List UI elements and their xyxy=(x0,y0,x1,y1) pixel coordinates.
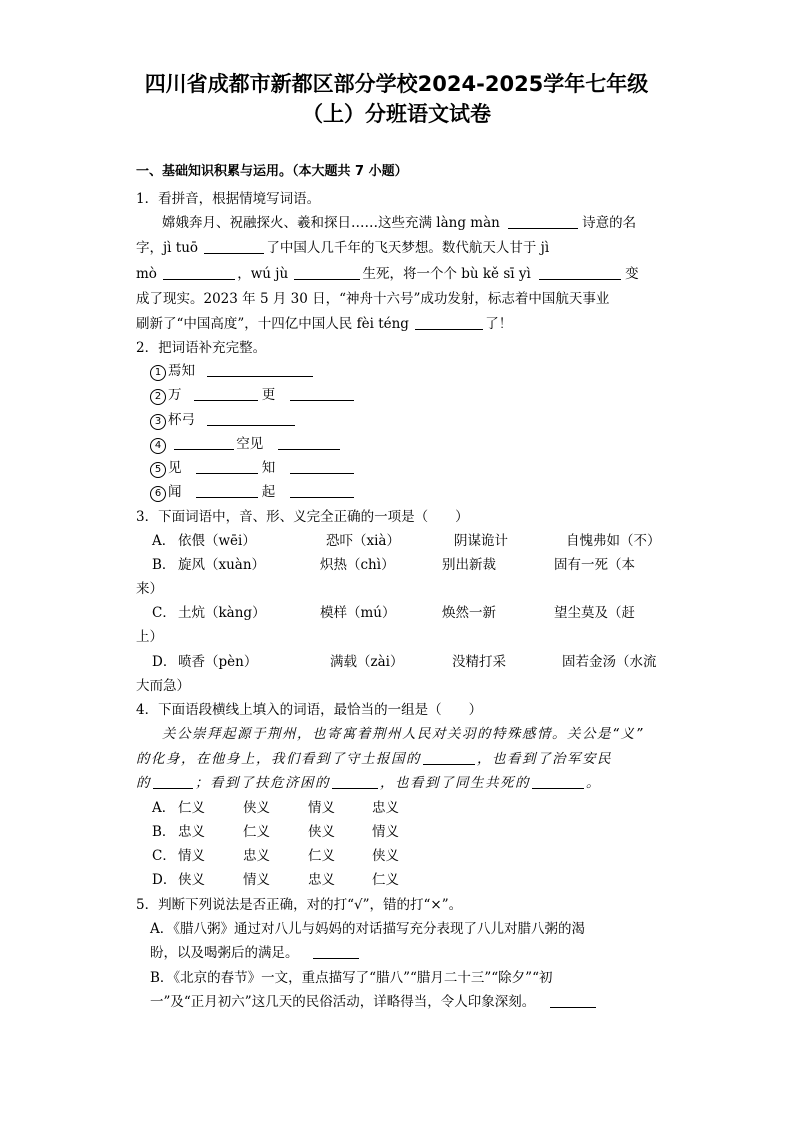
q1-text: ，wú jù xyxy=(237,266,289,282)
answer-blank[interactable] xyxy=(196,483,258,498)
answer-blank[interactable] xyxy=(290,483,354,498)
q3-option-b-word2: 炽热（chì） xyxy=(320,557,395,573)
q5-statement-b-line1: B．《北京的春节》一文，重点描写了“腊八”“腊月二十三”“除夕”“初 xyxy=(150,970,553,986)
q3-option-a-word3: 阴谋诡计 xyxy=(454,533,508,549)
passage-text: ，也看到了同生共死的 xyxy=(380,775,530,791)
q3-option-d-word2: 满载（zài） xyxy=(330,654,404,670)
q4-passage-line3 xyxy=(136,774,601,792)
q4-option-a-w1: 仁义 xyxy=(178,800,205,816)
q3-option-d-word1: 喷香（pèn） xyxy=(178,654,258,670)
q1-text: 生死，将一个个 bù kě sī yì xyxy=(362,266,531,282)
answer-blank[interactable] xyxy=(290,386,354,401)
q3-option-b-word3: 别出新裁 xyxy=(442,557,496,573)
q4-option-c-w3: 仁义 xyxy=(308,848,335,864)
q4-option-c-w4: 侠义 xyxy=(372,848,399,864)
answer-blank[interactable] xyxy=(207,411,295,426)
idiom-part: 见 xyxy=(168,460,182,476)
passage-text: ，也看到了治军安民 xyxy=(477,751,612,767)
passage-text: ；看到了扶危济困的 xyxy=(195,775,330,791)
q4-option-c-w1: 情义 xyxy=(178,848,205,864)
q1-text: 了！ xyxy=(485,316,513,332)
q4-option-d-label: D． xyxy=(152,872,177,888)
answer-blank[interactable] xyxy=(174,435,234,450)
idiom-part: 闻 xyxy=(168,484,182,500)
q3-option-a-label: A． xyxy=(152,533,176,549)
q4-passage-line1: 关公崇拜起源于荆州，也寄寓着荆州人民对关羽的特殊感情。关公是“义” xyxy=(162,726,644,742)
q4-option-b-w4: 情义 xyxy=(372,824,399,840)
answer-blank[interactable] xyxy=(207,362,313,377)
q2-item-4 xyxy=(150,435,340,454)
answer-blank[interactable] xyxy=(204,239,264,254)
q4-passage-line2 xyxy=(136,750,612,768)
q3-option-c-word2: 模样（mú） xyxy=(320,605,396,621)
q2-stem: 2．把词语补充完整。 xyxy=(136,340,267,356)
q3-option-a-word2: 恐吓（xià） xyxy=(326,533,400,549)
answer-blank[interactable] xyxy=(508,214,578,229)
q4-option-a-w3: 情义 xyxy=(308,800,335,816)
answer-blank[interactable] xyxy=(290,459,354,474)
answer-blank[interactable] xyxy=(415,315,483,330)
q5-statement-b-line2 xyxy=(150,993,596,1011)
q4-option-c-w2: 忠义 xyxy=(243,848,270,864)
q1-line5 xyxy=(136,315,512,333)
answer-blank[interactable] xyxy=(550,993,596,1008)
item-number: 1 xyxy=(150,365,166,381)
q4-option-b-label: B． xyxy=(152,824,176,840)
exam-title-line2: （上）分班语文试卷 xyxy=(302,102,491,126)
q1-text: mò xyxy=(136,266,157,282)
item-number: 6 xyxy=(150,486,166,502)
q4-option-b-w3: 侠义 xyxy=(308,824,335,840)
q3-option-b-label: B． xyxy=(152,557,176,573)
statement-text: 盼，以及喝粥后的满足。 xyxy=(150,945,299,961)
q3-option-c-word3: 焕然一新 xyxy=(442,605,496,621)
q1-stem: 1．看拼音，根据情境写词语。 xyxy=(136,191,321,207)
q4-option-a-w2: 侠义 xyxy=(243,800,270,816)
answer-blank[interactable] xyxy=(332,774,378,789)
q1-line4: 成了现实。2023 年 5 月 30 日，“神舟十六号”成功发射，标志着中国航天事业 xyxy=(136,291,610,307)
q2-item-1 xyxy=(150,362,313,381)
item-number: 4 xyxy=(150,438,166,454)
q3-stem: 3．下面词语中，音、形、义完全正确的一项是（ ） xyxy=(136,509,469,525)
idiom-part: 更 xyxy=(261,387,276,403)
passage-text: 的 xyxy=(136,775,151,791)
answer-blank[interactable] xyxy=(294,265,360,280)
answer-blank[interactable] xyxy=(196,459,258,474)
item-number: 2 xyxy=(150,389,166,405)
q4-option-d-w2: 情义 xyxy=(243,872,270,888)
q4-option-d-w1: 侠义 xyxy=(178,872,205,888)
idiom-part: 万 xyxy=(168,387,182,403)
q2-item-6 xyxy=(150,483,354,502)
q2-item-3 xyxy=(150,411,295,430)
q3-option-d-word3: 没精打采 xyxy=(452,654,506,670)
q4-stem: 4．下面语段横线上填入的词语，最恰当的一组是（ ） xyxy=(136,702,483,718)
item-number: 3 xyxy=(150,414,166,430)
q1-line1 xyxy=(162,214,636,232)
q4-option-d-w3: 忠义 xyxy=(308,872,335,888)
q1-line2 xyxy=(136,239,549,257)
q3-option-b-cont: 来） xyxy=(136,581,163,597)
q3-option-c-word4: 望尘莫及（赶 xyxy=(554,605,635,621)
q3-option-c-word1: 土炕（kàng） xyxy=(178,605,266,621)
answer-blank[interactable] xyxy=(194,386,258,401)
statement-text: 一”及“正月初六”这几天的民俗活动，详略得当，令人印象深刻。 xyxy=(150,994,536,1010)
q3-option-c-label: C． xyxy=(152,605,176,621)
idiom-part: 杯弓 xyxy=(168,412,195,428)
q3-option-d-label: D． xyxy=(152,654,177,670)
q4-option-b-w1: 忠义 xyxy=(178,824,205,840)
q4-option-c-label: C． xyxy=(152,848,176,864)
q1-text: 了中国人几千年的飞天梦想。数代航天人甘于 jì xyxy=(266,240,550,256)
answer-blank[interactable] xyxy=(278,435,340,450)
q1-text: 嫦娥奔月、祝融探火、羲和探日……这些充满 làng màn xyxy=(162,215,500,231)
q4-option-a-label: A． xyxy=(152,800,176,816)
q3-option-a-word1: 依偎（wēi） xyxy=(178,533,256,549)
q4-option-b-w2: 仁义 xyxy=(243,824,270,840)
passage-text: 的化身，在他身上，我们看到了守土报国的 xyxy=(136,751,421,767)
q3-option-d-cont: 大而急） xyxy=(136,678,190,694)
q2-item-5 xyxy=(150,459,354,478)
q1-text: 诗意的名 xyxy=(582,215,637,231)
q1-text: 刷新了“中国高度”，十四亿中国人民 fèi téng xyxy=(136,316,409,332)
answer-blank[interactable] xyxy=(153,774,193,789)
idiom-part: 空见 xyxy=(236,436,264,452)
idiom-part: 起 xyxy=(261,484,276,500)
q5-statement-a-line2 xyxy=(150,944,359,962)
q5-stem: 5．判断下列说法是否正确，对的打“√”，错的打“×”。 xyxy=(136,897,463,913)
answer-blank[interactable] xyxy=(313,944,359,959)
idiom-part: 焉知 xyxy=(168,363,195,379)
q3-option-b-word1: 旋风（xuàn） xyxy=(178,557,266,573)
answer-blank[interactable] xyxy=(532,774,584,789)
q4-option-a-w4: 忠义 xyxy=(372,800,399,816)
q3-option-c-cont: 上） xyxy=(136,629,163,645)
answer-blank[interactable] xyxy=(423,750,475,765)
q3-option-b-word4: 固有一死（本 xyxy=(554,557,635,573)
answer-blank[interactable] xyxy=(539,265,621,280)
item-number: 5 xyxy=(150,462,166,478)
exam-title-line1: 四川省成都市新都区部分学校2024-2025学年七年级 xyxy=(144,72,649,96)
q3-option-d-word4: 固若金汤（水流 xyxy=(562,654,657,670)
q3-option-a-word4: 自愧弗如（不） xyxy=(566,533,661,549)
passage-text: 。 xyxy=(586,775,601,791)
q1-text: 字，jì tuō xyxy=(136,240,199,256)
q1-text: 变 xyxy=(625,266,639,282)
answer-blank[interactable] xyxy=(163,265,235,280)
q5-statement-a-line1: A．《腊八粥》通过对八儿与妈妈的对话描写充分表现了八儿对腊八粥的渴 xyxy=(150,921,585,937)
idiom-part: 知 xyxy=(261,460,276,476)
section-heading: 一、基础知识积累与运用。（本大题共 7 小题） xyxy=(136,164,408,179)
q2-item-2 xyxy=(150,386,354,405)
q1-line3 xyxy=(136,265,639,283)
q4-option-d-w4: 仁义 xyxy=(372,872,399,888)
